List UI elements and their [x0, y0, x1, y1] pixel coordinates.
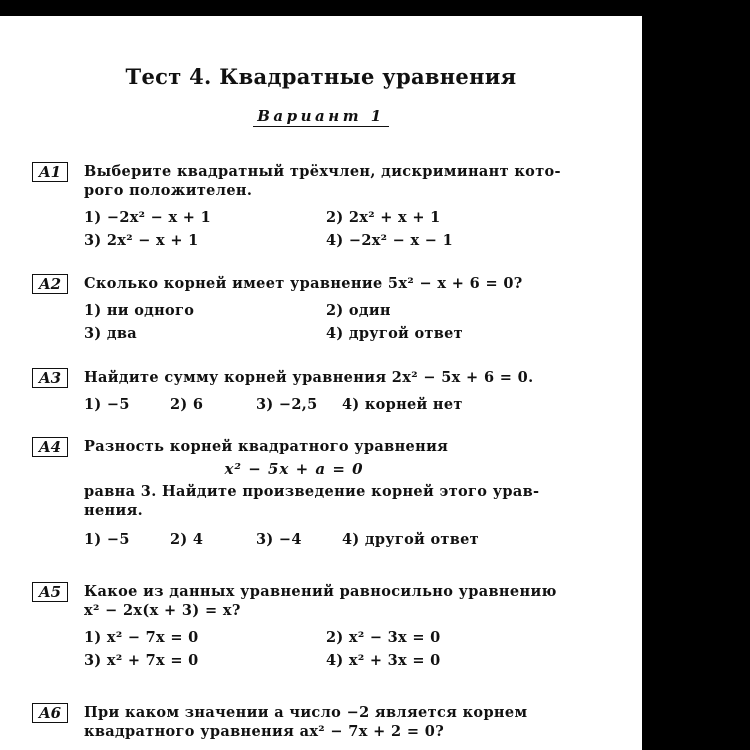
answer-option[interactable]: 1) −5: [84, 396, 130, 413]
question-text: При каком значении a число −2 является корнем квадратного уравнения ax² − 7x + 2 = 0?: [84, 704, 528, 740]
answer-options: [84, 528, 622, 551]
test-page: [0, 16, 642, 750]
answer-option[interactable]: 3) −4: [256, 531, 302, 548]
question-a3: [32, 368, 622, 416]
answer-option[interactable]: 3) два: [84, 325, 137, 342]
question-text: Выберите квадратный трёхчлен, дискриминант кото- рого положителен.: [84, 163, 561, 199]
question-label: A1: [32, 162, 68, 182]
answer-option[interactable]: 2) один: [326, 302, 391, 319]
answer-option[interactable]: 1) x² − 7x = 0: [84, 629, 199, 646]
question-a5: [32, 582, 622, 672]
answer-option[interactable]: 2) 6: [170, 396, 204, 413]
answer-option[interactable]: 4) x² + 3x = 0: [326, 652, 441, 669]
question-label: A3: [32, 368, 68, 388]
question-a1: [32, 162, 622, 252]
answer-option[interactable]: 4) другой ответ: [342, 531, 479, 548]
answer-options: [84, 626, 622, 672]
answer-option[interactable]: 1) ни одного: [84, 302, 195, 319]
answer-option[interactable]: 4) корней нет: [342, 396, 463, 413]
answer-option[interactable]: 1) −5: [84, 531, 130, 548]
answer-option[interactable]: 2) 4: [170, 531, 204, 548]
question-text: Разность корней квадратного уравнения: [84, 438, 449, 455]
answer-option[interactable]: 2) x² − 3x = 0: [326, 629, 441, 646]
answer-options: [84, 393, 622, 416]
answer-option[interactable]: 1) −2x² − x + 1: [84, 209, 211, 226]
question-text-continued: равна 3. Найдите произведение корней этого урав- нения.: [84, 483, 540, 519]
variant-heading: [0, 107, 642, 125]
question-label: A4: [32, 437, 68, 457]
answer-option[interactable]: 4) −2x² − x − 1: [326, 232, 453, 249]
question-formula: x² − 5x + a = 0: [224, 460, 364, 478]
question-label: A2: [32, 274, 68, 294]
test-title: Тест 4. Квадратные уравнения: [125, 64, 517, 89]
question-text: Найдите сумму корней уравнения 2x² − 5x + 6 = 0.: [84, 369, 534, 386]
variant-label: Вариант 1: [253, 107, 388, 127]
question-label: A5: [32, 582, 68, 602]
answer-option[interactable]: 4) другой ответ: [326, 325, 463, 342]
question-a6: [32, 703, 622, 741]
question-text: Какое из данных уравнений равносильно уравнению x² − 2x(x + 3) = x?: [84, 583, 557, 619]
answer-option[interactable]: 3) 2x² − x + 1: [84, 232, 199, 249]
question-label: A6: [32, 703, 68, 723]
answer-options: [84, 299, 622, 345]
answer-option[interactable]: 3) x² + 7x = 0: [84, 652, 199, 669]
question-text: Сколько корней имеет уравнение 5x² − x + 6 = 0?: [84, 275, 523, 292]
answer-options: [84, 206, 622, 252]
question-a2: [32, 274, 622, 345]
answer-option[interactable]: 2) 2x² + x + 1: [326, 209, 441, 226]
answer-option[interactable]: 3) −2,5: [256, 396, 318, 413]
question-a4: [32, 437, 622, 551]
